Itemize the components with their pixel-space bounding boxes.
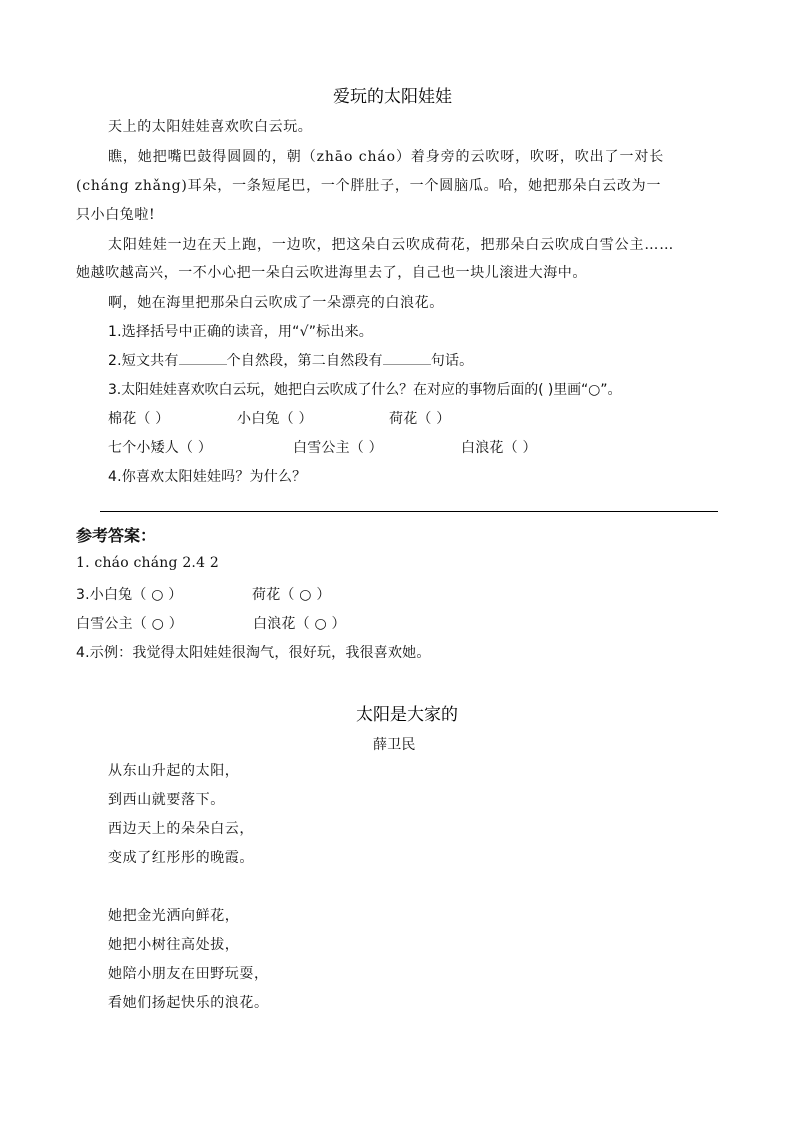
poem-line: 到西山就要落下。 [108,792,225,808]
paragraph-2-line-3: 只小白兔啦! [76,207,156,223]
question-2 [108,350,473,370]
poem-line: 看她们扬起快乐的浪花。 [108,995,269,1011]
paragraph-3-line-1: 太阳娃娃一边在天上跑，一边吹，把这朵白云吹成荷花，把那朵白云吹成白雪公主…… [108,237,675,253]
poem-line: 从东山升起的太阳， [108,763,240,779]
q3-option-lotus[interactable]: 荷花（ ） [389,411,451,427]
paragraph-2-line-2: (cháng zhǎng)耳朵，一条短尾巴，一个胖肚子，一个圆脑瓜。哈，她把那朵白云改为一 [76,178,662,194]
poem-line: 她把金光洒向鲜花， [108,908,240,924]
question-4: 4.你喜欢太阳娃娃吗？为什么？ [108,469,307,485]
answer-4: 4.示例：我觉得太阳娃娃很淘气，很好玩，我很喜欢她。 [76,645,431,661]
question-2-part-a: 2.短文共有 [108,353,179,369]
q3-option-rabbit[interactable]: 小白兔（ ） [237,411,313,427]
paragraph-1: 天上的太阳娃娃喜欢吹白云玩。 [108,119,313,135]
q3-option-seven-dwarfs[interactable]: 七个小矮人（ ） [108,440,213,456]
answers-heading: 参考答案： [76,526,157,545]
answer-blank-sentence-count[interactable] [383,352,431,365]
answer-3-white-wave: 白浪花（ ○ ） [253,616,346,632]
question-1: 1.选择括号中正确的读音，用“√”标出来。 [108,324,373,340]
q3-option-white-wave[interactable]: 白浪花（ ） [461,440,537,456]
answer-3-rabbit: 3.小白兔（ ○ ） [76,587,183,603]
poem-line: 她陪小朋友在田野玩耍， [108,966,269,982]
q3-option-cotton[interactable]: 棉花（ ） [108,411,170,427]
question-3: 3.太阳娃娃喜欢吹白云玩，她把白云吹成了什么？在对应的事物后面的( )里画“○”。 [108,382,622,398]
paragraph-4: 啊，她在海里把那朵白云吹成了一朵漂亮的白浪花。 [108,295,444,311]
poem-title: 太阳是大家的 [356,705,458,725]
question-2-part-b: 个自然段，第二自然段有 [226,353,383,369]
paragraph-2-line-1: 瞧，她把嘴巴鼓得圆圆的，朝（zhāo cháo）着身旁的云吹呀，吹呀，吹出了一对长 [108,149,665,165]
poem-line: 变成了红彤彤的晚霞。 [108,850,254,866]
question-2-part-c: 句话。 [430,353,474,369]
answer-3-snow-white: 白雪公主（ ○ ） [76,616,183,632]
poem-author: 薛卫民 [373,737,416,753]
story-title: 爱玩的太阳娃娃 [333,87,452,107]
answer-1-2: 1. cháo cháng 2.4 2 [76,555,219,571]
paragraph-3-line-2: 她越吹越高兴，一不小心把一朵白云吹进海里去了，自己也一块儿滚进大海中。 [76,265,587,281]
answer-blank-paragraph-count[interactable] [179,352,227,365]
poem-line: 她把小树往高处拔， [108,937,240,953]
q3-option-snow-white[interactable]: 白雪公主（ ） [293,440,383,456]
answer-line-divider [100,511,718,512]
poem-line: 西边天上的朵朵白云， [108,821,254,837]
answer-3-lotus: 荷花（ ○ ） [252,587,331,603]
